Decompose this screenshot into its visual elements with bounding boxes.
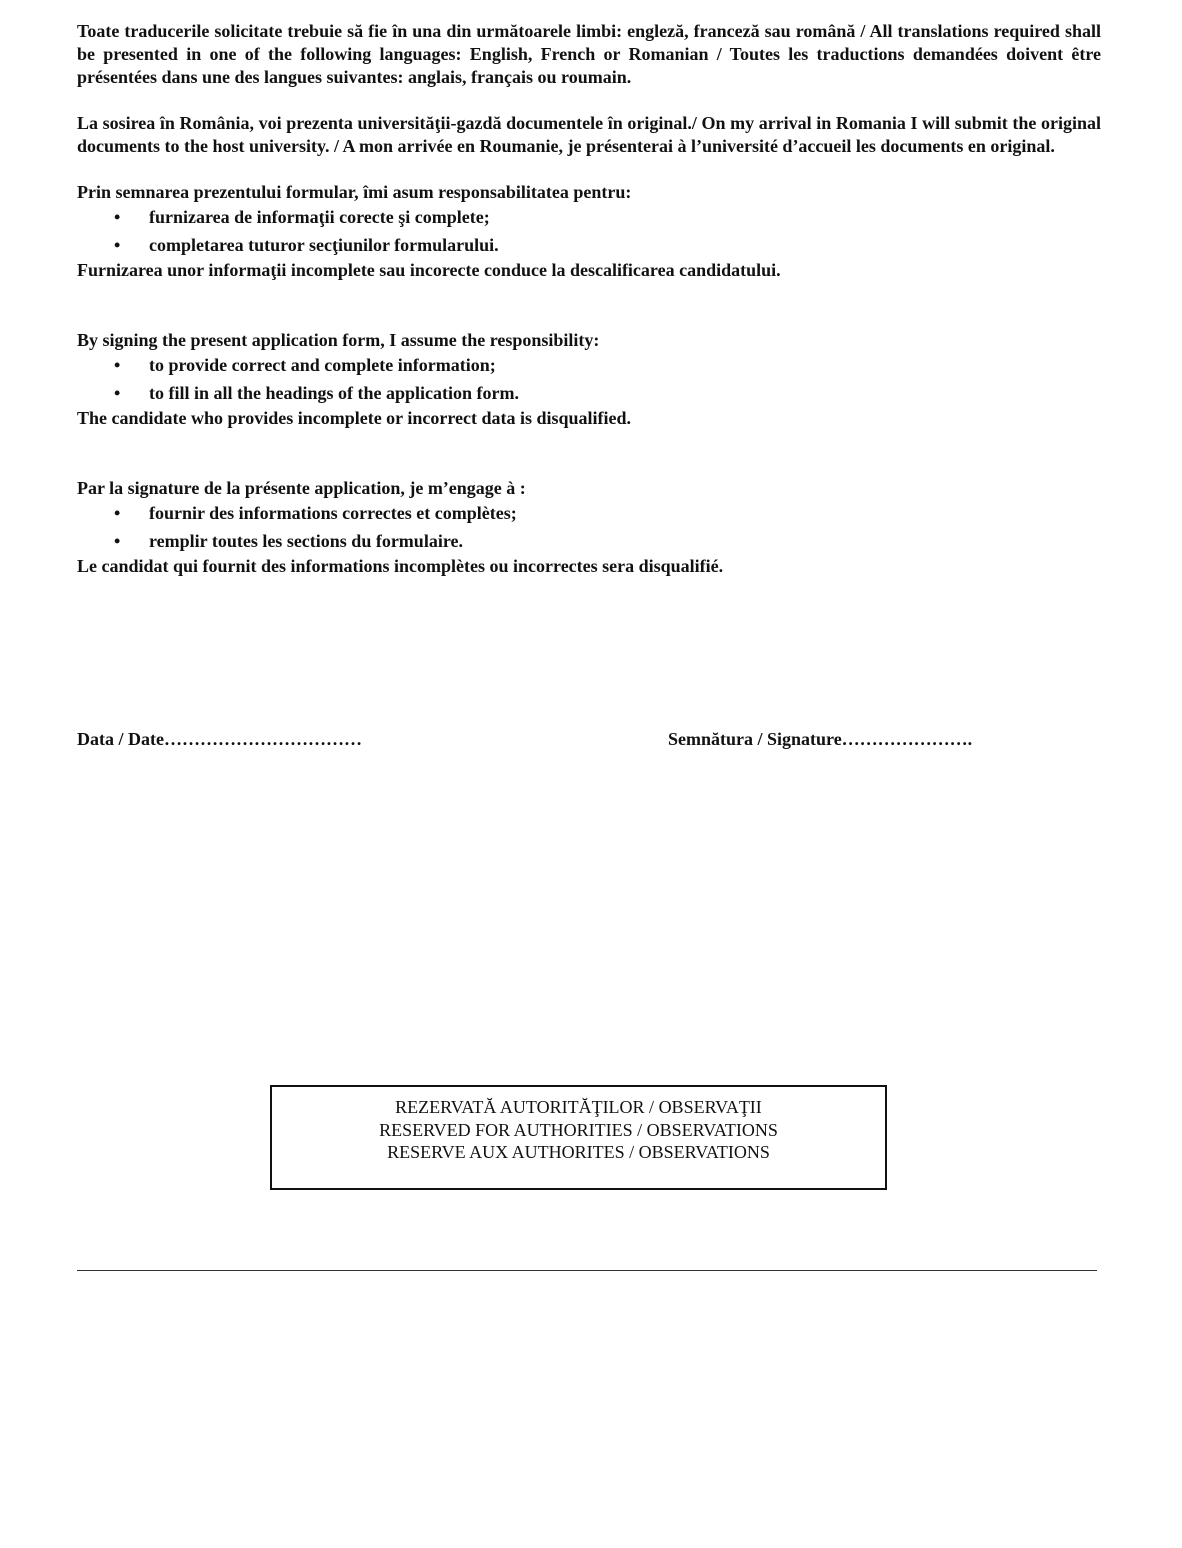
bullet-icon: • [114, 382, 121, 403]
declaration-english [77, 329, 1101, 430]
horizontal-divider [77, 1270, 1097, 1271]
bullet-icon: • [114, 530, 121, 551]
reserved-line-romanian: REZERVATĂ AUTORITĂŢILOR / OBSERVAŢII [395, 1097, 762, 1117]
reserved-line-english: RESERVED FOR AUTHORITIES / OBSERVATIONS [379, 1119, 778, 1140]
declaration-heading: Prin semnarea prezentului formular, îmi asum responsabilitatea pentru: [77, 182, 632, 202]
declaration-heading: Par la signature de la présente application, je m’engage à : [77, 478, 526, 498]
declaration-closing: Furnizarea unor informaţii incomplete sau incorecte conduce la descalificarea candidatului. [77, 260, 781, 280]
list-item [77, 500, 1101, 528]
reserved-for-authorities-box [270, 1085, 887, 1190]
spacer [77, 453, 1101, 477]
spacer [77, 158, 1101, 181]
bullet-icon: • [114, 355, 121, 375]
declaration-romanian [77, 181, 1101, 282]
declaration-closing: The candidate who provides incomplete or incorrect data is disqualified. [77, 408, 632, 428]
list-item-text: to fill in all the headings of the application form. [149, 382, 520, 403]
declaration-list [77, 204, 1101, 259]
declaration-french [77, 477, 1101, 578]
declaration-list [77, 352, 1101, 407]
bullet-icon: • [114, 503, 121, 523]
list-item [77, 380, 1101, 408]
list-item-text: fournir des informations correctes et complètes; [149, 503, 517, 523]
list-item [77, 232, 1101, 260]
list-item-text: furnizarea de informaţii corecte şi complete; [149, 207, 490, 227]
list-item-text: completarea tuturor secţiunilor formularului. [149, 234, 499, 255]
date-field[interactable]: Data / Date…………………………… [77, 729, 362, 749]
list-item [77, 204, 1101, 232]
translations-note: Toate traducerile solicitate trebuie să fie în una din următoarele limbi: engleză, franceză sau română / All translations required shall be presented in one of the following languages: English, French or Romanian / Toutes les traductions demandées doivent être présentées dans une des langues suivantes: anglais, français ou roumain. [77, 21, 1101, 87]
spacer [77, 89, 1101, 112]
spacer [77, 282, 1101, 305]
declaration-closing: Le candidat qui fournit des informations incomplètes ou incorrectes sera disqualifié. [77, 556, 724, 576]
reserved-line-french: RESERVE AUX AUTHORITES / OBSERVATIONS [387, 1142, 770, 1162]
signature-row [77, 726, 1101, 752]
list-item [77, 352, 1101, 380]
declaration-list [77, 500, 1101, 555]
spacer [77, 305, 1101, 329]
list-item-text: remplir toutes les sections du formulaire. [149, 530, 463, 551]
bullet-icon: • [114, 234, 121, 255]
bullet-icon: • [114, 207, 121, 227]
list-item-text: to provide correct and complete information; [149, 355, 496, 375]
document-body [77, 20, 1101, 578]
list-item [77, 528, 1101, 556]
signature-field[interactable]: Semnătura / Signature…………………. [668, 729, 973, 749]
declaration-heading: By signing the present application form, I assume the responsibility: [77, 330, 600, 350]
spacer [77, 430, 1101, 453]
originals-note: La sosirea în România, voi prezenta universităţii-gazdă documentele în original./ On my arrival in Romania I will submit the original documents to the host university. / A mon arrivée en Roumanie, je présenterai à l’université d’accueil les documents en original. [77, 113, 1101, 156]
